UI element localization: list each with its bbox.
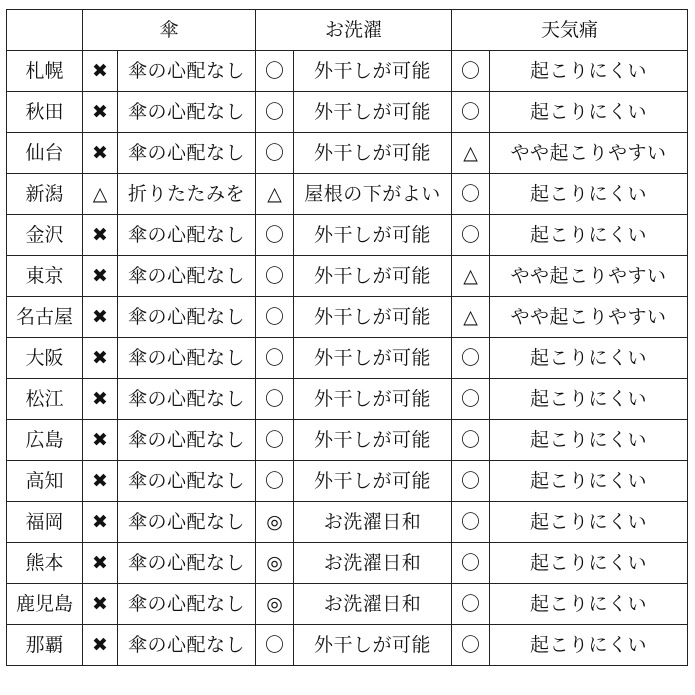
- table-row: [7, 297, 688, 338]
- headache-symbol: 〇: [452, 420, 490, 461]
- umbrella-text: 傘の心配なし: [118, 215, 256, 256]
- laundry-text: 外干しが可能: [294, 92, 452, 133]
- umbrella-text: 傘の心配なし: [118, 256, 256, 297]
- laundry-symbol: 〇: [256, 92, 294, 133]
- laundry-symbol: ◎: [256, 584, 294, 625]
- headache-text: 起こりにくい: [490, 338, 688, 379]
- laundry-symbol: 〇: [256, 215, 294, 256]
- laundry-symbol: 〇: [256, 420, 294, 461]
- umbrella-text: 傘の心配なし: [118, 92, 256, 133]
- table-row: [7, 174, 688, 215]
- laundry-text: 外干しが可能: [294, 461, 452, 502]
- laundry-symbol: 〇: [256, 625, 294, 666]
- umbrella-text: 傘の心配なし: [118, 51, 256, 92]
- umbrella-text: 傘の心配なし: [118, 584, 256, 625]
- city-name: 熊本: [7, 543, 83, 584]
- laundry-text: 外干しが可能: [294, 625, 452, 666]
- city-name: 秋田: [7, 92, 83, 133]
- header-row: [7, 10, 688, 51]
- umbrella-text: 傘の心配なし: [118, 625, 256, 666]
- headache-symbol: 〇: [452, 502, 490, 543]
- laundry-text: 外干しが可能: [294, 379, 452, 420]
- umbrella-symbol: ✖: [83, 502, 118, 543]
- umbrella-text: 傘の心配なし: [118, 133, 256, 174]
- table-row: [7, 379, 688, 420]
- headache-symbol: 〇: [452, 625, 490, 666]
- headache-symbol: 〇: [452, 174, 490, 215]
- laundry-symbol: ◎: [256, 502, 294, 543]
- headache-symbol: 〇: [452, 379, 490, 420]
- laundry-text: お洗濯日和: [294, 543, 452, 584]
- laundry-symbol: 〇: [256, 256, 294, 297]
- headache-text: 起こりにくい: [490, 215, 688, 256]
- headache-text: 起こりにくい: [490, 379, 688, 420]
- city-name: 東京: [7, 256, 83, 297]
- city-name: 福岡: [7, 502, 83, 543]
- city-name: 金沢: [7, 215, 83, 256]
- umbrella-symbol: ✖: [83, 625, 118, 666]
- forecast-body: [7, 51, 688, 666]
- city-name: 大阪: [7, 338, 83, 379]
- umbrella-symbol: ✖: [83, 584, 118, 625]
- table-row: [7, 625, 688, 666]
- table-row: [7, 51, 688, 92]
- laundry-text: 外干しが可能: [294, 420, 452, 461]
- headache-text: 起こりにくい: [490, 420, 688, 461]
- headache-text: 起こりにくい: [490, 584, 688, 625]
- headache-symbol: 〇: [452, 338, 490, 379]
- table-row: [7, 92, 688, 133]
- umbrella-text: 傘の心配なし: [118, 297, 256, 338]
- headache-text: やや起こりやすい: [490, 297, 688, 338]
- umbrella-symbol: ✖: [83, 379, 118, 420]
- laundry-text: お洗濯日和: [294, 584, 452, 625]
- table-row: [7, 543, 688, 584]
- table-row: [7, 215, 688, 256]
- table-row: [7, 256, 688, 297]
- city-name: 新潟: [7, 174, 83, 215]
- umbrella-symbol: ✖: [83, 133, 118, 174]
- headache-text: 起こりにくい: [490, 461, 688, 502]
- umbrella-symbol: ✖: [83, 215, 118, 256]
- city-name: 仙台: [7, 133, 83, 174]
- forecast-table: [6, 9, 688, 666]
- headache-text: 起こりにくい: [490, 174, 688, 215]
- city-name: 松江: [7, 379, 83, 420]
- city-name: 名古屋: [7, 297, 83, 338]
- umbrella-symbol: ✖: [83, 461, 118, 502]
- headache-text: やや起こりやすい: [490, 133, 688, 174]
- table-row: [7, 502, 688, 543]
- laundry-text: 外干しが可能: [294, 51, 452, 92]
- laundry-symbol: 〇: [256, 133, 294, 174]
- city-name: 高知: [7, 461, 83, 502]
- laundry-symbol: ◎: [256, 543, 294, 584]
- laundry-text: 外干しが可能: [294, 297, 452, 338]
- umbrella-symbol: ✖: [83, 297, 118, 338]
- headache-symbol: 〇: [452, 51, 490, 92]
- laundry-text: 外干しが可能: [294, 256, 452, 297]
- laundry-symbol: 〇: [256, 338, 294, 379]
- laundry-symbol: △: [256, 174, 294, 215]
- umbrella-text: 傘の心配なし: [118, 502, 256, 543]
- city-name: 那覇: [7, 625, 83, 666]
- headache-text: 起こりにくい: [490, 502, 688, 543]
- umbrella-text: 傘の心配なし: [118, 420, 256, 461]
- headache-symbol: 〇: [452, 92, 490, 133]
- header-umbrella: 傘: [83, 10, 256, 51]
- headache-symbol: △: [452, 297, 490, 338]
- laundry-symbol: 〇: [256, 379, 294, 420]
- laundry-symbol: 〇: [256, 51, 294, 92]
- city-name: 札幌: [7, 51, 83, 92]
- umbrella-text: 傘の心配なし: [118, 338, 256, 379]
- umbrella-symbol: ✖: [83, 256, 118, 297]
- umbrella-text: 傘の心配なし: [118, 461, 256, 502]
- headache-text: やや起こりやすい: [490, 256, 688, 297]
- city-name: 広島: [7, 420, 83, 461]
- headache-symbol: 〇: [452, 543, 490, 584]
- laundry-text: 外干しが可能: [294, 215, 452, 256]
- header-headache: 天気痛: [452, 10, 688, 51]
- headache-symbol: △: [452, 133, 490, 174]
- headache-text: 起こりにくい: [490, 51, 688, 92]
- table-row: [7, 338, 688, 379]
- umbrella-symbol: ✖: [83, 543, 118, 584]
- umbrella-text: 傘の心配なし: [118, 543, 256, 584]
- headache-symbol: △: [452, 256, 490, 297]
- laundry-text: 外干しが可能: [294, 338, 452, 379]
- header-laundry: お洗濯: [256, 10, 452, 51]
- city-name: 鹿児島: [7, 584, 83, 625]
- headache-symbol: 〇: [452, 584, 490, 625]
- table-row: [7, 420, 688, 461]
- laundry-text: 屋根の下がよい: [294, 174, 452, 215]
- umbrella-text: 傘の心配なし: [118, 379, 256, 420]
- umbrella-text: 折りたたみを: [118, 174, 256, 215]
- headache-text: 起こりにくい: [490, 625, 688, 666]
- header-corner-cell: [7, 10, 83, 51]
- umbrella-symbol: ✖: [83, 51, 118, 92]
- laundry-text: お洗濯日和: [294, 502, 452, 543]
- headache-symbol: 〇: [452, 461, 490, 502]
- umbrella-symbol: ✖: [83, 420, 118, 461]
- laundry-symbol: 〇: [256, 461, 294, 502]
- umbrella-symbol: △: [83, 174, 118, 215]
- umbrella-symbol: ✖: [83, 92, 118, 133]
- table-row: [7, 584, 688, 625]
- table-row: [7, 133, 688, 174]
- headache-text: 起こりにくい: [490, 92, 688, 133]
- headache-symbol: 〇: [452, 215, 490, 256]
- laundry-symbol: 〇: [256, 297, 294, 338]
- laundry-text: 外干しが可能: [294, 133, 452, 174]
- table-row: [7, 461, 688, 502]
- umbrella-symbol: ✖: [83, 338, 118, 379]
- headache-text: 起こりにくい: [490, 543, 688, 584]
